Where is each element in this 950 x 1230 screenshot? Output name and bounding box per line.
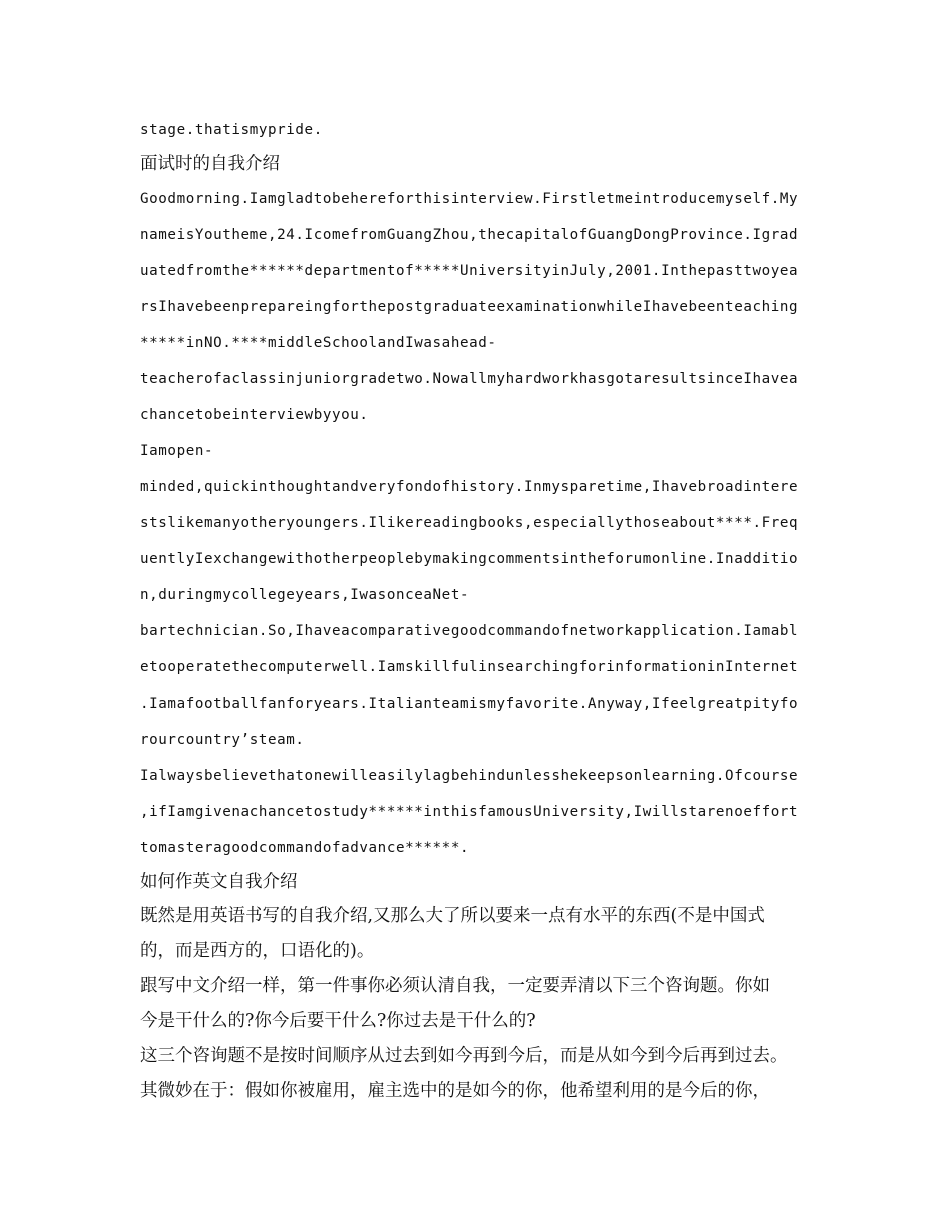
text-line: etooperatethecomputerwell.IamskillfulinsearchingforinformationinInternet [140, 659, 799, 675]
text-line: .Iamafootballfanforyears.Italianteamismyfavorite.Anyway,Ifeelgreatpityfo [140, 696, 799, 712]
text-line: chancetobeinterviewbyyou. [140, 407, 369, 423]
text-line: 这三个咨询题不是按时间顺序从过去到如今再到今后，而是从如今到今后再到过去。 [140, 1046, 788, 1066]
text-line: *****inNO.****middleSchoolandIwasahead- [140, 335, 497, 351]
text-line: ,ifIamgivenachancetostudy******inthisfamousUniversity,Iwillstarenoeffort [140, 804, 799, 820]
text-line: uentlyIexchangewithotherpeoplebymakingcommentsintheforumonline.Inadditio [140, 551, 799, 567]
text-line: uatedfromthe******departmentof*****UniversityinJuly,2001.Inthepasttwoyea [140, 263, 799, 279]
section-heading: 面试时的自我介绍 [140, 154, 280, 174]
text-line: rourcountry’steam. [140, 732, 305, 748]
text-line: stslikemanyotheryoungers.Ilikereadingbooks,especiallythoseabout****.Freq [140, 515, 799, 531]
text-line: 今是干什么的?你今后要干什么?你过去是干什么的? [140, 1011, 536, 1031]
text-line: stage.thatismypride. [140, 122, 323, 138]
text-line: Ialwaysbelievethatonewilleasilylagbehindunlesshekeepsonlearning.Ofcourse [140, 768, 799, 784]
text-line: teacherofaclassinjuniorgradetwo.NowallmyhardworkhasgotaresultsinceIhavea [140, 371, 799, 387]
text-line: bartechnician.So,Ihaveacomparativegoodcommandofnetworkapplication.Iamabl [140, 623, 799, 639]
text-line: 跟写中文介绍一样，第一件事你必须认清自我，一定要弄清以下三个咨询题。你如 [140, 976, 770, 996]
text-line: 其微妙在于：假如你被雇用，雇主选中的是如今的你，他希望利用的是今后的你， [140, 1081, 770, 1101]
text-line: tomasteragoodcommandofadvance******. [140, 840, 470, 856]
text-line: rsIhavebeenprepareingforthepostgraduateexaminationwhileIhavebeenteaching [140, 299, 799, 315]
text-line: Goodmorning.Iamgladtobehereforthisinterview.Firstletmeintroducemyself.My [140, 191, 799, 207]
text-line: 的，而是西方的，口语化的)。 [140, 941, 375, 961]
text-line: n,duringmycollegeyears,IwasonceaNet- [140, 587, 470, 603]
section-heading: 如何作英文自我介绍 [140, 872, 298, 892]
text-line: Iamopen- [140, 443, 214, 459]
text-line: 既然是用英语书写的自我介绍,又那么大了所以要来一点有水平的东西(不是中国式 [140, 906, 765, 926]
text-line: minded,quickinthoughtandveryfondofhistory.Inmysparetime,Ihavebroadintere [140, 479, 799, 495]
text-line: nameisYoutheme,24.IcomefromGuangZhou,thecapitalofGuangDongProvince.Igrad [140, 227, 799, 243]
